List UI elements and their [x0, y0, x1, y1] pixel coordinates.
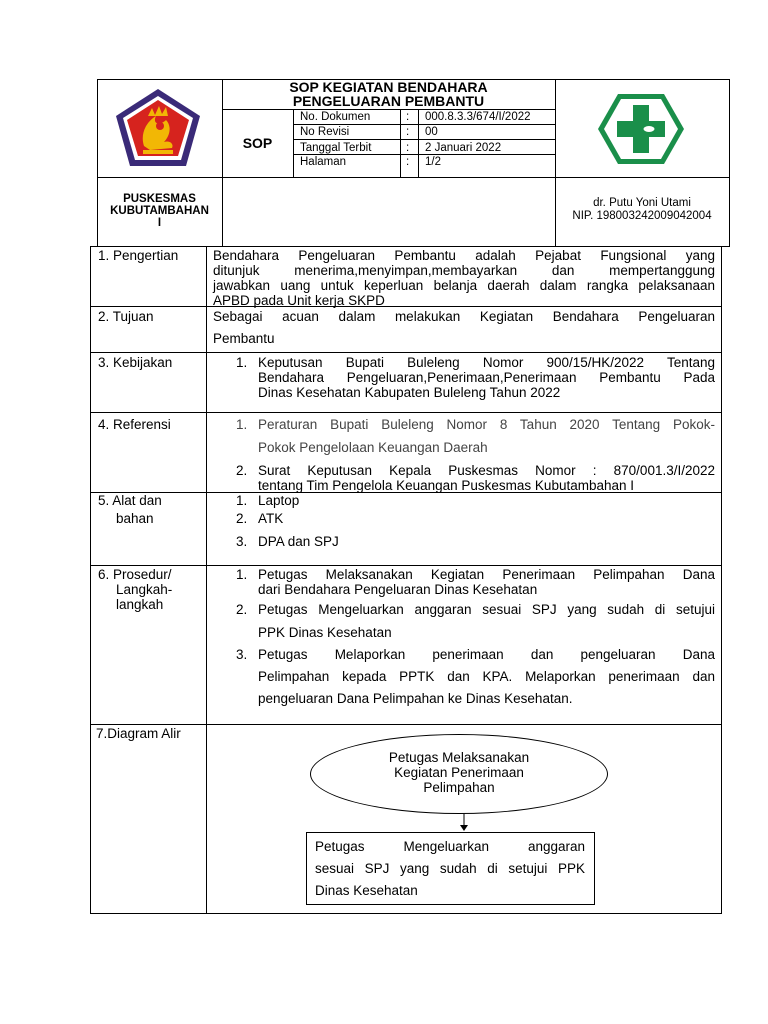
- flow-arrow: [458, 814, 470, 832]
- referensi-line: Pokok Pengelolaan Keuangan Daerah: [258, 440, 488, 455]
- alat-item: Laptop: [258, 493, 300, 508]
- meta-value-dokumen: 000.8.3.3/674/I/2022: [425, 111, 531, 123]
- kebijakan-line: Keputusan Bupati Buleleng Nomor 900/15/HK/2022 Tentang: [258, 355, 715, 370]
- prosedur-line: PPK Dinas Kesehatan: [258, 625, 392, 640]
- label-diagram: 7.Diagram Alir: [96, 726, 181, 741]
- flow-ellipse-line: Petugas Melaksanakan: [388, 750, 530, 765]
- meta-value-revisi: 00: [425, 126, 438, 138]
- meta-sep: :: [406, 142, 410, 154]
- list-number: 1.: [236, 567, 248, 582]
- label-prosedur-line1: 6. Prosedur/: [98, 567, 172, 582]
- list-number: 1.: [236, 417, 248, 432]
- tujuan-line: Pembantu: [213, 331, 275, 346]
- kebijakan-line: Dinas Kesehatan Kabupaten Buleleng Tahun 2022: [258, 385, 561, 400]
- meta-sep: :: [406, 126, 410, 138]
- tujuan-line: Sebagai acuan dalam melakukan Kegiatan Bendahara Pengeluaran: [213, 309, 715, 324]
- label-tujuan: 2. Tujuan: [98, 309, 154, 324]
- meta-label-dokumen: No. Dokumen: [300, 111, 371, 123]
- alat-item: ATK: [258, 511, 284, 526]
- label-alat-line1: 5. Alat dan: [98, 493, 162, 508]
- puskesmas-cross-logo: [596, 92, 686, 166]
- list-number: 2.: [236, 463, 248, 478]
- list-number: 1.: [236, 493, 248, 508]
- label-pengertian: 1. Pengertian: [98, 248, 179, 263]
- list-number: 3.: [236, 647, 248, 662]
- flow-box-line: Dinas Kesehatan: [315, 883, 418, 898]
- list-number: 3.: [236, 534, 248, 549]
- org-name-line2: KUBUTAMBAHAN: [110, 205, 209, 217]
- list-number: 2.: [236, 602, 248, 617]
- meta-label-revisi: No Revisi: [300, 126, 350, 138]
- list-number: 1.: [236, 355, 248, 370]
- alat-item: DPA dan SPJ: [258, 534, 339, 549]
- pengertian-line: ditunjuk menerima,menyimpan,membayarkan dan mempertanggung: [213, 263, 715, 278]
- flow-box-line: sesuai SPJ yang sudah di setujui PPK: [315, 861, 585, 876]
- document-title-line2: PENGELUARAN PEMBANTU: [292, 93, 485, 109]
- document-title-line1: SOP KEGIATAN BENDAHARA: [289, 79, 488, 95]
- bali-emblem-logo: [110, 86, 206, 170]
- flow-ellipse-line: Pelimpahan: [423, 780, 495, 795]
- kebijakan-line: Bendahara Pengeluaran,Penerimaan,Penerimaan Pembantu Pada: [258, 370, 715, 385]
- sop-label: SOP: [242, 135, 273, 151]
- label-alat-line2: bahan: [116, 511, 154, 526]
- pengertian-line: jawabkan uang untuk keperluan belanja daerah dalam rangka pelaksanaan: [213, 278, 715, 293]
- signer-name: dr. Putu Yoni Utami: [593, 197, 691, 209]
- prosedur-line: Petugas Melaporkan penerimaan dan pengeluaran Dana: [258, 647, 715, 662]
- referensi-line: Surat Keputusan Kepala Puskesmas Nomor : 870/001.3/I/2022: [258, 463, 715, 478]
- label-prosedur-line2: Langkah-: [116, 582, 173, 597]
- prosedur-line: Pelimpahan kepada PPTK dan KPA. Melaporkan penerimaan dan: [258, 669, 715, 684]
- org-name-line1: PUSKESMAS: [123, 193, 196, 205]
- referensi-line: Peraturan Bupati Buleleng Nomor 8 Tahun 2020 Tentang Pokok-: [258, 417, 715, 432]
- prosedur-line: Petugas Melaksanakan Kegiatan Penerimaan Pelimpahan Dana: [258, 567, 715, 582]
- referensi-line: tentang Tim Pengelola Keuangan Puskesmas Kubutambahan I: [258, 478, 635, 493]
- flow-box-line: Petugas Mengeluarkan anggaran: [315, 839, 585, 854]
- label-prosedur-line3: langkah: [116, 597, 164, 612]
- prosedur-line: pengeluaran Dana Pelimpahan ke Dinas Kesehatan.: [258, 691, 573, 706]
- pengertian-line: APBD pada Unit kerja SKPD: [213, 293, 385, 308]
- meta-value-halaman: 1/2: [425, 156, 441, 168]
- meta-value-tanggal: 2 Januari 2022: [425, 142, 502, 154]
- flow-ellipse-line: Kegiatan Penerimaan: [394, 765, 524, 780]
- prosedur-line: Petugas Mengeluarkan anggaran sesuai SPJ yang sudah di setujui: [258, 602, 715, 617]
- meta-sep: :: [406, 111, 410, 123]
- label-kebijakan: 3. Kebijakan: [98, 355, 173, 370]
- meta-sep: :: [406, 156, 410, 168]
- meta-label-halaman: Halaman: [300, 156, 347, 168]
- label-referensi: 4. Referensi: [98, 417, 171, 432]
- signer-nip: NIP. 198003242009042004: [572, 210, 712, 222]
- meta-label-tanggal: Tanggal Terbit: [300, 142, 372, 154]
- list-number: 2.: [236, 511, 248, 526]
- org-name-line3: I: [157, 217, 162, 229]
- prosedur-line: dari Bendahara Pengeluaran Dinas Kesehatan: [258, 582, 538, 597]
- pengertian-line: Bendahara Pengeluaran Pembantu adalah Pejabat Fungsional yang: [213, 248, 715, 263]
